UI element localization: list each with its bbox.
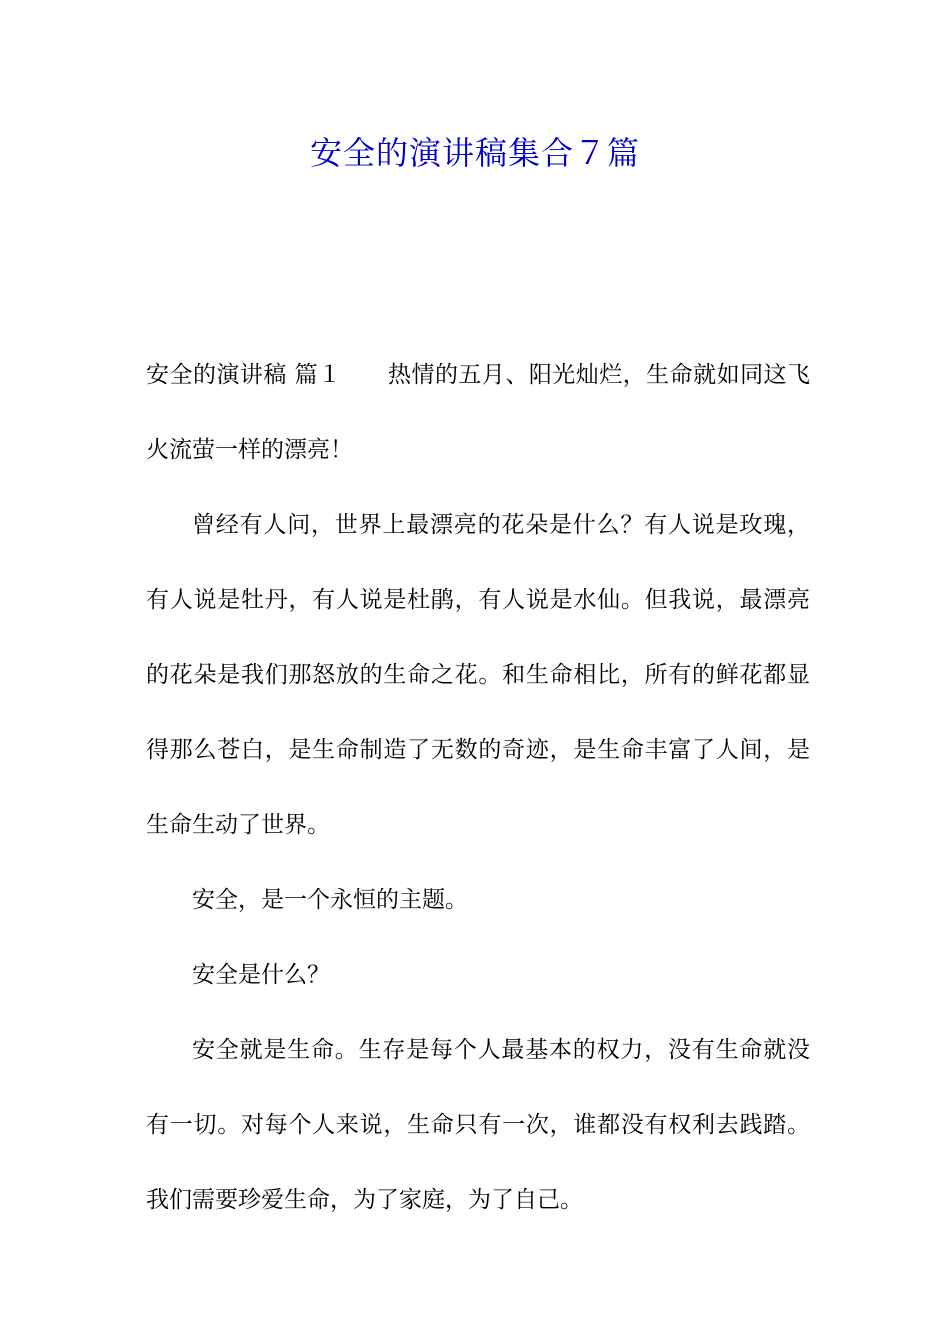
- section-label: 安全的演讲稿 篇１: [146, 362, 342, 388]
- paragraph-1-text: 热情的五月、阳光灿烂，生命就如同这飞火流萤一样的漂亮！: [146, 362, 811, 463]
- document-title: 安全的演讲稿集合７篇: [309, 134, 640, 172]
- paragraph-4: 安全是什么？: [192, 962, 330, 988]
- paragraph-2: 曾经有人问，世界上最漂亮的花朵是什么？有人说是玫瑰，有人说是牡丹，有人说是杜鹃，有人说是水仙。但我说，最漂亮的花朵是我们那怒放的生命之花。和生命相比，所有的鲜花都显得那么苍白，是生命制造了无数的奇迹，是生命丰富了人间，是生命生动了世界。: [146, 512, 810, 838]
- paragraph-5: 安全就是生命。生存是每个人最基本的权力，没有生命就没有一切。对每个人来说，生命只有一次，谁都没有权利去践踏。我们需要珍爱生命，为了家庭，为了自己。: [146, 1037, 810, 1213]
- paragraph-3: 安全，是一个永恒的主题。: [192, 887, 468, 913]
- document-body: [146, 338, 810, 1238]
- paragraph-1: [146, 338, 810, 488]
